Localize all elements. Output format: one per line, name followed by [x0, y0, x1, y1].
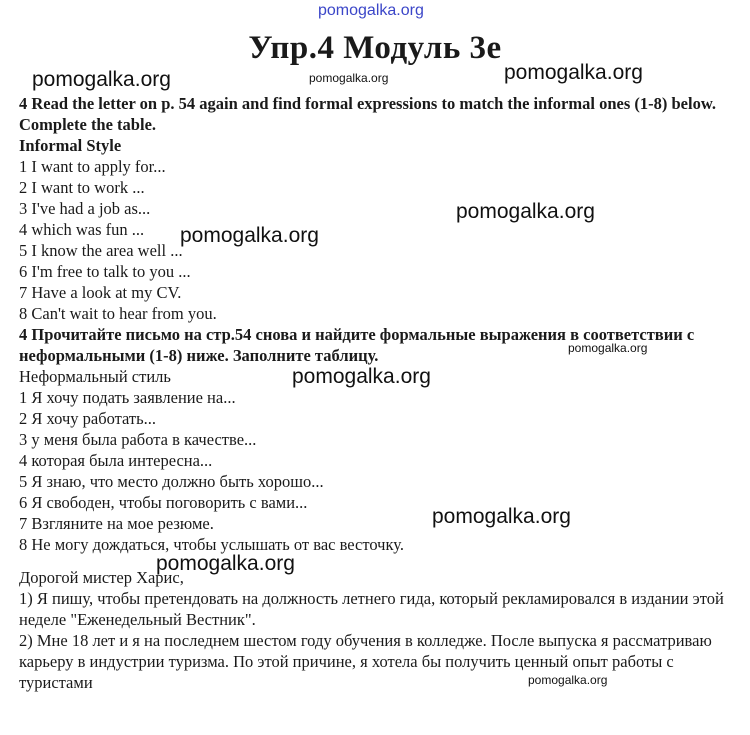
english-item-7: 7 Have a look at my CV. — [19, 283, 182, 302]
watermark: pomogalka.org — [32, 68, 171, 91]
russian-item-5: 5 Я знаю, что место должно быть хорошо... — [19, 472, 324, 491]
english-item-2: 2 I want to work ... — [19, 178, 145, 197]
watermark: pomogalka.org — [528, 673, 608, 687]
page-title: Упр.4 Модуль 3е — [248, 30, 502, 66]
russian-item-1: 1 Я хочу подать заявление на... — [19, 388, 236, 407]
letter-greeting: Дорогой мистер Харис, — [19, 568, 184, 587]
watermark: pomogalka.org — [568, 341, 648, 355]
english-item-4: 4 which was fun ... — [19, 220, 145, 239]
english-item-5: 5 I know the area well ... — [19, 241, 183, 260]
russian-item-3: 3 у меня была работа в качестве... — [19, 430, 257, 449]
russian-item-6: 6 Я свободен, чтобы поговорить с вами... — [19, 493, 308, 512]
russian-item-7: 7 Взгляните на мое резюме. — [19, 514, 214, 533]
watermark: pomogalka.org — [156, 552, 295, 575]
english-item-3: 3 I've had a job as... — [19, 199, 151, 218]
watermark: pomogalka.org — [504, 61, 643, 84]
letter-paragraph-1: 1) Я пишу, чтобы претендовать на должность летнего гида, который рекламировался в издании этой неделе "Еженедельный Вестник". — [19, 589, 724, 629]
english-item-6: 6 I'm free to talk to you ... — [19, 262, 191, 281]
russian-item-2: 2 Я хочу работать... — [19, 409, 157, 428]
russian-heading: Неформальный стиль — [19, 367, 171, 386]
watermark: pomogalka.org — [456, 200, 595, 223]
english-item-1: 1 I want to apply for... — [19, 157, 166, 176]
english-item-8: 8 Can't wait to hear from you. — [19, 304, 217, 323]
watermark: pomogalka.org — [292, 365, 431, 388]
watermark: pomogalka.org — [180, 224, 319, 247]
watermark-top: pomogalka.org — [318, 2, 424, 19]
watermark: pomogalka.org — [432, 505, 571, 528]
english-heading: Informal Style — [19, 136, 122, 155]
english-task: 4 Read the letter on p. 54 again and find formal expressions to match the informal ones (1-8) below. Complete the table. — [19, 94, 716, 134]
watermark: pomogalka.org — [309, 71, 389, 85]
letter-paragraph-2: 2) Мне 18 лет и я на последнем шестом году обучения в колледже. После выпуска я рассматриваю карьеру в индустрии туризма. По этой причине, я хотела бы получить ценный опыт работы с туристами — [19, 631, 712, 692]
document-body — [19, 93, 729, 693]
russian-item-4: 4 которая была интересна... — [19, 451, 213, 470]
russian-item-8: 8 Не могу дождаться, чтобы услышать от вас весточку. — [19, 535, 404, 554]
russian-task: 4 Прочитайте письмо на стр.54 снова и найдите формальные выражения в соответствии с неформальными (1-8) ниже. Заполните таблицу. — [19, 325, 695, 365]
